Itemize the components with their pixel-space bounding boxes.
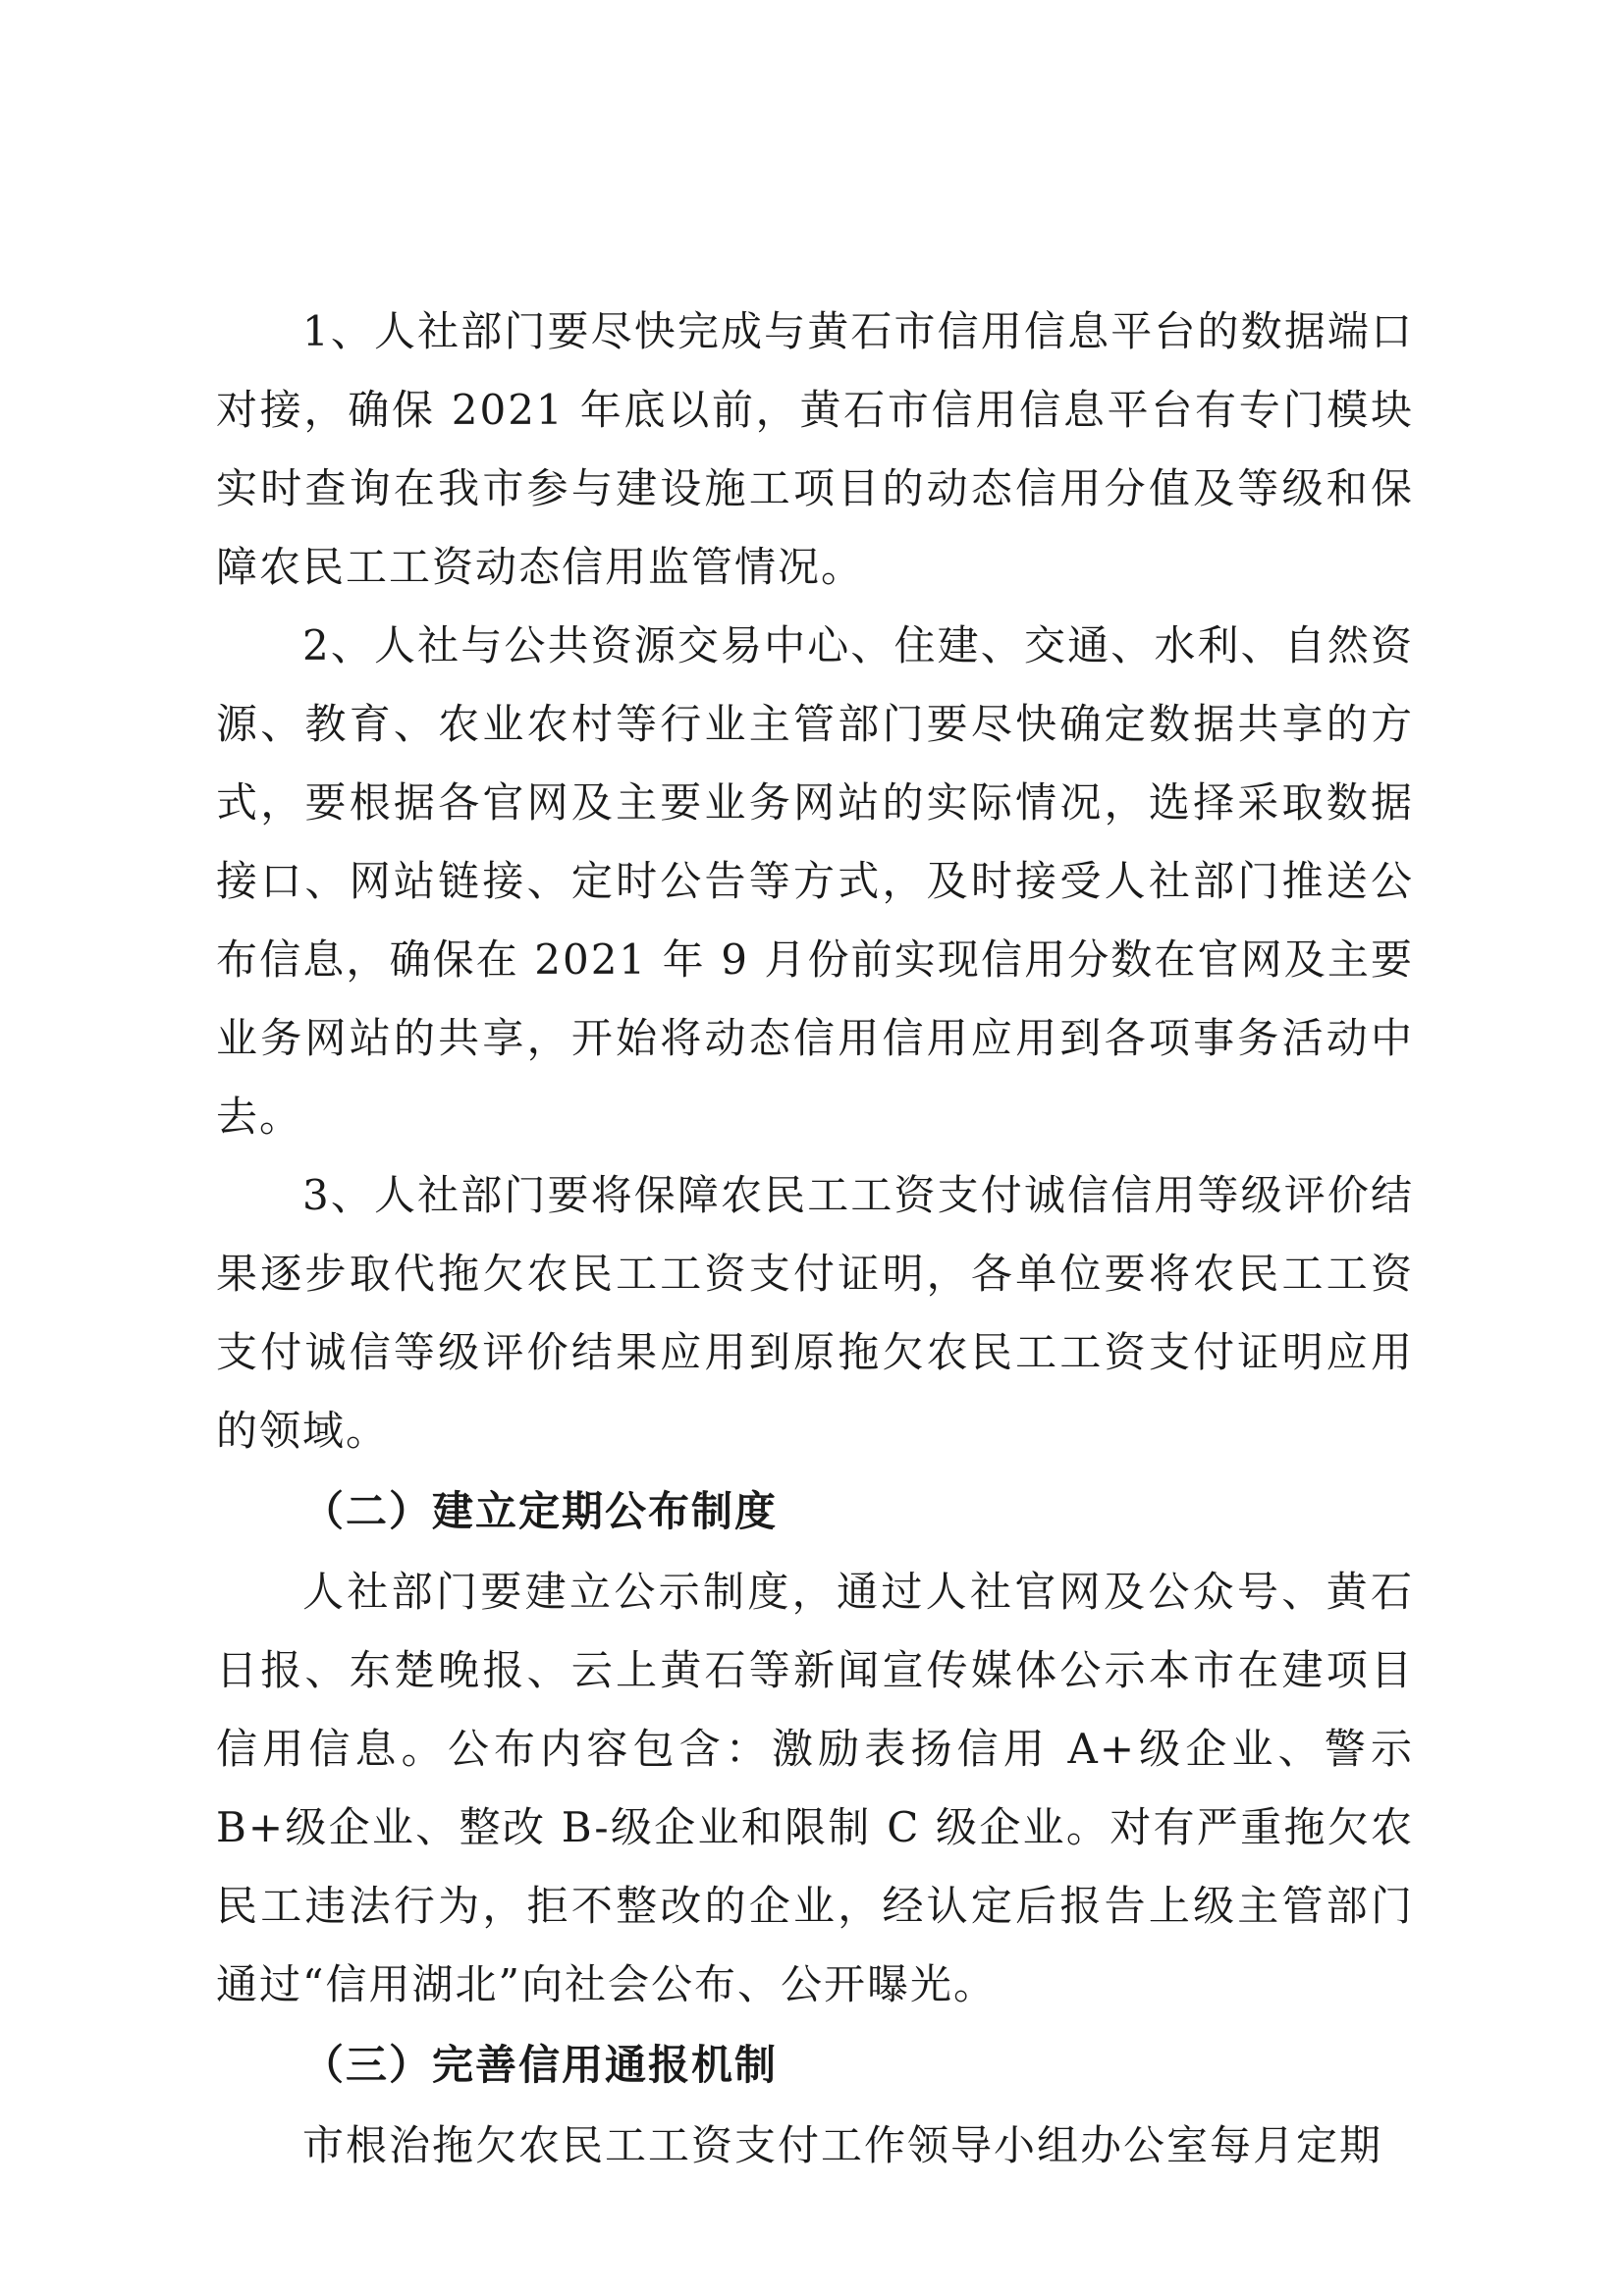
section-heading-2: （二）建立定期公布制度: [302, 1487, 779, 1535]
paragraph-item-2: 2、人社与公共资源交易中心、住建、交通、水利、自然资源、教育、农业农村等行业主管部门要尽快确定数据共享的方式，要根据各官网及主要业务网站的实际情况，选择采取数据接口、网站链接、定时公告等方式，及时接受人社部门推送公布信息，确保在 2021 年 9 月份前实现信用分数在官网及主要业务网站的共享，开始将动态信用信用应用到各项事务活动中去。: [216, 621, 1414, 1141]
paragraph-item-1: 1、人社部门要尽快完成与黄石市信用信息平台的数据端口对接，确保 2021 年底以前，黄石市信用信息平台有专门模块实时查询在我市参与建设施工项目的动态信用分值及等级和保障农民工工资动态信用监管情况。: [216, 307, 1414, 591]
document-body: [216, 293, 1414, 2185]
section-heading-3: （三）完善信用通报机制: [302, 2041, 779, 2089]
paragraph-notification: 市根治拖欠农民工工资支付工作领导小组办公室每月定期: [302, 2121, 1383, 2169]
paragraph-item-3: 3、人社部门要将保障农民工工资支付诚信信用等级评价结果逐步取代拖欠农民工工资支付证明，各单位要将农民工工资支付诚信等级评价结果应用到原拖欠农民工工资支付证明应用的领域。: [216, 1171, 1414, 1455]
paragraph-publication: 人社部门要建立公示制度，通过人社官网及公众号、黄石日报、东楚晚报、云上黄石等新闻宣传媒体公示本市在建项目信用信息。公布内容包含：激励表扬信用 A+级企业、警示 B+级企业、整改 B-级企业和限制 C 级企业。对有严重拖欠农民工违法行为，拒不整改的企业，经认定后报告上级主管部门通过“信用湖北”向社会公布、公开曝光。: [216, 1568, 1414, 2008]
